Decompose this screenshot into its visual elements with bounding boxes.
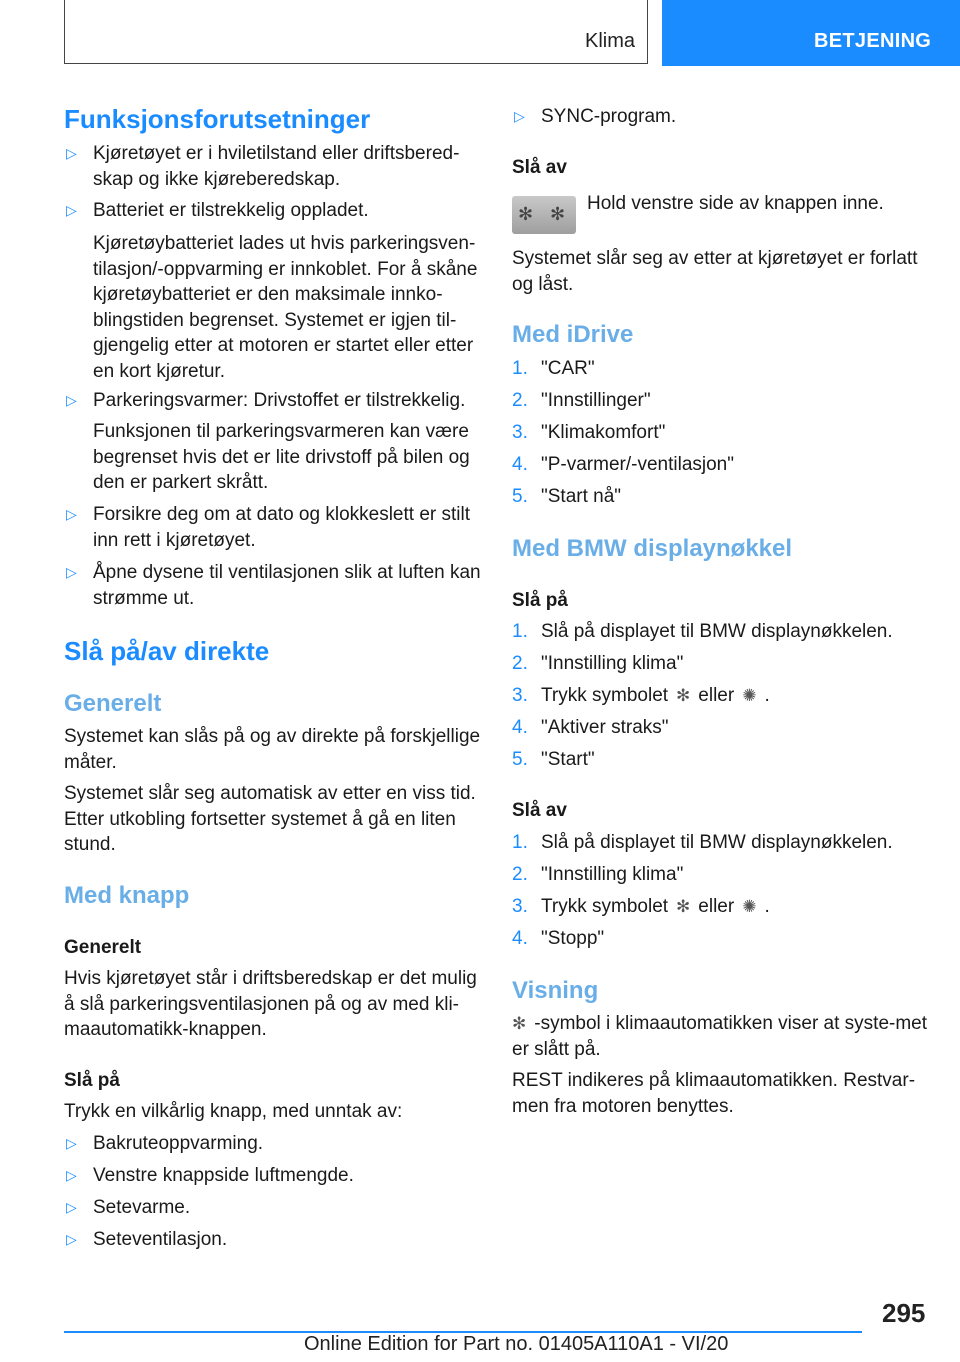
step-item: 4. "Aktiver straks" — [512, 717, 669, 738]
triangle-right-icon: ▷ — [66, 1199, 77, 1215]
paragraph: Systemet kan slås på og av direkte på forskjellige måter. — [64, 726, 481, 773]
triangle-right-icon: ▷ — [66, 1167, 77, 1183]
paragraph: Systemet slår seg av etter at kjøretøyet er forlatt og låst. — [512, 248, 918, 295]
list-item: ▷ Batteriet er tilstrekkelig oppladet. — [64, 198, 484, 224]
fan-icon: ✺ — [742, 686, 757, 705]
triangle-right-icon: ▷ — [66, 1135, 77, 1151]
list-item: ▷ Seteventilasjon. — [64, 1227, 484, 1253]
heading-display-key: Med BMW displaynøkkel — [512, 535, 793, 562]
step-item: 4. "P-varmer/-ventilasjon" — [512, 454, 734, 475]
triangle-right-icon: ▷ — [514, 108, 525, 124]
step-item: 5. "Start" — [512, 749, 595, 770]
chapter-title: Klima — [585, 30, 636, 52]
step-item: 3. Trykk symbolet ✻ eller ✺ . — [512, 894, 932, 920]
list-item: ▷ SYNC-program. — [512, 104, 932, 130]
step-item: 1. Slå på displayet til BMW displaynøkkelen. — [512, 621, 893, 642]
fan-icon: ✻ — [512, 1014, 527, 1033]
list-item: ▷ Venstre knappside luftmengde. — [64, 1163, 484, 1189]
paragraph: Systemet slår seg automatisk av etter en viss tid. Etter utkobling fortsetter systemet å gå en liten stund. — [64, 783, 476, 855]
paragraph: REST indikeres på klimaautomatikken. Restvar-men fra motoren benyttes. — [512, 1070, 916, 1117]
step-item: 1. Slå på displayet til BMW displaynøkkelen. — [512, 832, 893, 853]
heading-general: Generelt — [64, 690, 162, 717]
subheading-off: Slå av — [512, 157, 567, 178]
paragraph: ✻ -symbol i klimaautomatikken viser at syste-met er slått på. — [512, 1013, 928, 1060]
step-item: 3. Trykk symbolet ✻ eller ✺ . — [512, 683, 932, 709]
triangle-right-icon: ▷ — [66, 392, 77, 408]
list-note: Funksjonen til parkeringsvarmeren kan være begrenset hvis det er lite drivstoff på bilen og den er parkert skrått. — [93, 421, 470, 493]
fan-off-icon: ✻ — [518, 204, 534, 224]
triangle-right-icon: ▷ — [66, 145, 77, 161]
list-item: ▷ Setevarme. — [64, 1195, 484, 1221]
footer-edition: Online Edition for Part no. 01405A110A1 - VI/20 — [304, 1333, 729, 1355]
heading-idrive: Med iDrive — [512, 321, 634, 348]
subheading-on: Slå på — [64, 1070, 120, 1091]
triangle-right-icon: ▷ — [66, 564, 77, 580]
list-item: ▷ Forsikre deg om at dato og klokkeslett er stilt inn rett i kjøretøyet. — [66, 504, 470, 551]
heading-button: Med knapp — [64, 882, 190, 909]
subheading-off: Slå av — [512, 800, 567, 821]
paragraph: Trykk en vilkårlig knapp, med unntak av: — [64, 1101, 403, 1122]
step-item: 4. "Stopp" — [512, 928, 605, 949]
header-frame — [64, 0, 648, 64]
heading-direct: Slå på/av direkte — [64, 636, 270, 666]
triangle-right-icon: ▷ — [66, 1231, 77, 1247]
heading-requirements: Funksjonsforutsetninger — [64, 104, 371, 134]
paragraph: Hvis kjøretøyet står i driftsberedskap er det mulig å slå parkeringsventilasjonen på og av med kli-maautomatikk-knappen. — [64, 968, 477, 1040]
step-item: 2. "Innstillinger" — [512, 390, 651, 411]
list-item: ▷ Åpne dysene til ventilasjonen slik at luften kan strømme ut. — [66, 562, 481, 609]
subheading-general: Generelt — [64, 937, 142, 958]
list-note: Kjøretøybatteriet lades ut hvis parkeringsven-tilasjon/-oppvarming er innkoblet. For å skåne kjøretøybatteriet er den maksimale innko-blingstiden begrenset. Systemet er igjen til-gjengelig etter at motoren er startet eller etter en kort kjøretur. — [93, 233, 478, 382]
triangle-right-icon: ▷ — [66, 506, 77, 522]
step-item: 2. "Innstilling klima" — [512, 653, 684, 674]
list-item: ▷ Kjøretøyet er i hviletilstand eller driftsbered-skap og ikke kjøreberedskap. — [66, 143, 460, 190]
step-item: 2. "Innstilling klima" — [512, 864, 684, 885]
step-item: 3. "Klimakomfort" — [512, 422, 666, 443]
section-tab: BETJENING — [662, 0, 960, 66]
step-item: 1. "CAR" — [512, 358, 595, 379]
fan-icon: ✺ — [742, 897, 757, 916]
fan-icon: ✻ — [550, 204, 566, 224]
instruction: Hold venstre side av knappen inne. — [587, 193, 884, 214]
triangle-right-icon: ▷ — [66, 202, 77, 218]
heading-display: Visning — [512, 977, 599, 1004]
step-item: 5. "Start nå" — [512, 486, 622, 507]
climate-button-image — [512, 196, 576, 234]
subheading-on: Slå på — [512, 590, 568, 611]
list-item: ▷ Parkeringsvarmer: Drivstoffet er tilstrekkelig. — [64, 388, 484, 414]
list-item: ▷ Bakruteoppvarming. — [64, 1131, 484, 1157]
fan-icon: ✻ — [676, 897, 691, 916]
page-number: 295 — [882, 1298, 926, 1328]
fan-icon: ✻ — [676, 686, 691, 705]
